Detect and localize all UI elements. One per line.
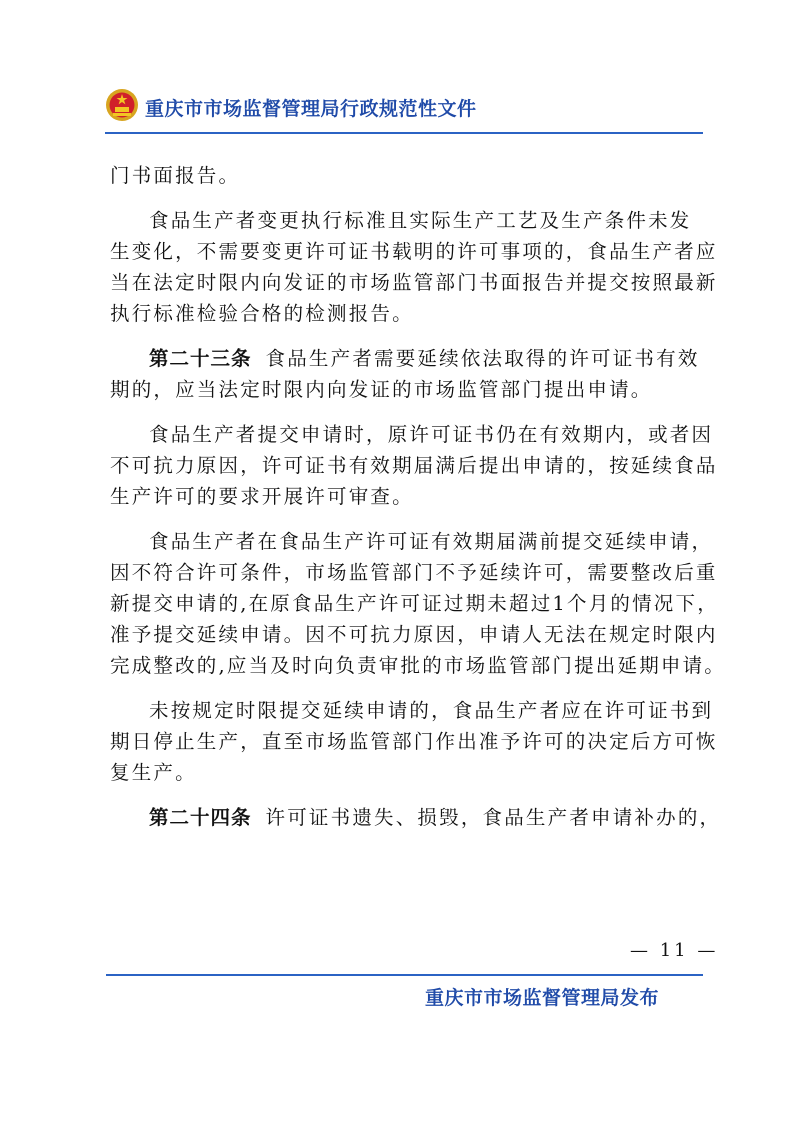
national-emblem-icon [105,88,139,122]
text-line: 期的，应当法定时限内向发证的市场监管部门提出申请。 [110,378,653,401]
text-line: 复生产。 [110,761,197,784]
footer-divider [106,974,703,976]
text-line: 完成整改的,应当及时向负责审批的市场监管部门提出延期申请。 [110,654,726,677]
text-line: 不可抗力原因，许可证书有效期届满后提出申请的，按延续食品 [110,454,718,477]
article-24-first-line [110,802,722,833]
article-23-first-line [110,343,710,374]
header-divider [105,132,703,134]
text-line: 食品生产者在食品生产许可证有效期届满前提交延续申请， [149,530,714,553]
text-line: 食品生产者需要延续依法取得的许可证书有效 [265,347,700,370]
text-line: 执行标准检验合格的检测报告。 [110,302,414,325]
article-heading: 第二十三条 [149,347,252,370]
text-line: 未按规定时限提交延续申请的，食品生产者应在许可证书到 [149,699,714,722]
document-header [105,80,703,136]
text-line: 食品生产者提交申请时，原许可证书仍在有效期内，或者因 [149,423,714,446]
text-line: 准予提交延续申请。因不可抗力原因，申请人无法在规定时限内 [110,623,718,646]
text-line: 生产许可的要求开展许可审查。 [110,485,414,508]
text-line: 门书面报告。 [110,164,241,187]
text-line: 食品生产者变更执行标准且实际生产工艺及生产条件未发 [149,209,692,232]
text-line: 期日停止生产，直至市场监管部门作出准予许可的决定后方可恢 [110,730,718,753]
text-line: 许可证书遗失、损毁，食品生产者申请补办的， [265,806,722,829]
page-number: — 11 — [630,940,719,961]
article-heading: 第二十四条 [149,806,252,829]
header-title: 重庆市市场监督管理局行政规范性文件 [145,98,477,120]
text-line: 生变化，不需要变更许可证书载明的许可事项的，食品生产者应 [110,240,718,263]
footer-publisher: 重庆市市场监督管理局发布 [425,987,660,1009]
text-line: 当在法定时限内向发证的市场监管部门书面报告并提交按照最新 [110,271,718,294]
text-line: 新提交申请的,在原食品生产许可证过期未超过1个月的情况下， [110,592,719,615]
text-line: 因不符合许可条件，市场监管部门不予延续许可，需要整改后重 [110,561,718,584]
document-body [110,160,726,833]
